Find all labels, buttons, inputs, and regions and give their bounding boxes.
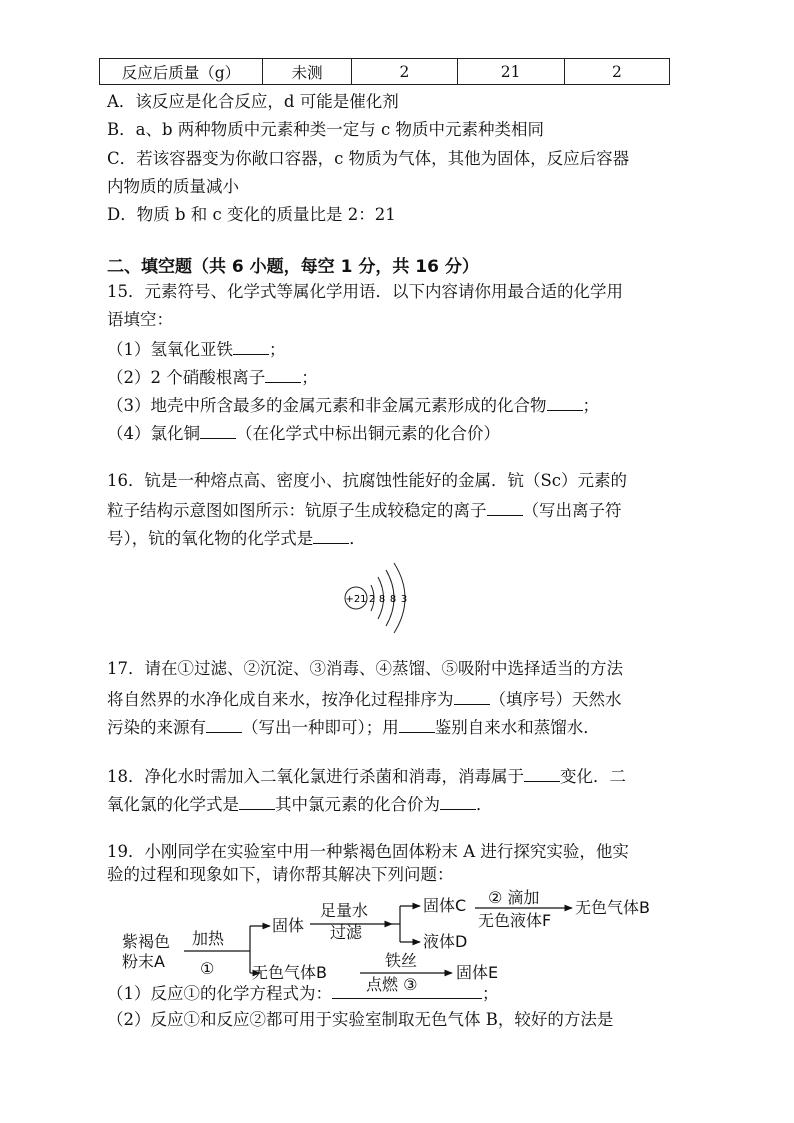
answer-blank[interactable] bbox=[265, 366, 301, 383]
flow-drip-label: ② 滴加 bbox=[488, 888, 540, 907]
section-heading: 二、填空题（共 6 小题，每空 1 分，共 16 分） bbox=[107, 257, 479, 277]
option-d: D．物质 b 和 c 变化的质量比是 2：21 bbox=[107, 205, 396, 224]
flow-solid-c: 固体C bbox=[423, 896, 467, 915]
scandium-structure-diagram bbox=[336, 560, 436, 640]
q15-stem-cont: 语填空： bbox=[107, 310, 173, 329]
flow-start-line1: 紫褐色 bbox=[122, 932, 171, 951]
shell-electrons: 8 bbox=[389, 594, 397, 605]
flow-solid: 固体 bbox=[272, 916, 305, 935]
shell-electrons: 2 bbox=[368, 594, 376, 605]
q17-stem-3: 污染的来源有 （写出一种即可）；用 鉴别自来水和蒸馏水． bbox=[107, 718, 600, 737]
answer-blank[interactable] bbox=[547, 394, 583, 411]
q15-stem: 15．元素符号、化学式等属化学用语．以下内容请你用最合适的化学用 bbox=[107, 282, 623, 301]
shell-electrons: 3 bbox=[400, 594, 408, 605]
option-b: B．a、b 两种物质中元素种类一定与 c 物质中元素种类相同 bbox=[107, 120, 545, 139]
flow-start-line2: 粉末A bbox=[122, 952, 165, 971]
q17-stem: 17．请在①过滤、②沉淀、③消毒、④蒸馏、⑤吸附中选择适当的方法 bbox=[107, 659, 623, 678]
flow-iron-label: 铁丝 bbox=[385, 951, 418, 970]
q18-stem: 18．净化水时需加入二氧化氯进行杀菌和消毒，消毒属于 变化．二 bbox=[107, 767, 626, 786]
table-cell-b: 2 bbox=[352, 59, 457, 85]
answer-blank[interactable] bbox=[487, 499, 523, 516]
q15-item-2: （2）2 个硝酸根离子 ； bbox=[107, 368, 318, 387]
q19-stem: 19．小刚同学在实验室中用一种紫褐色固体粉末 A 进行探究实验，他实 bbox=[107, 842, 629, 861]
flow-water-label: 足量水 bbox=[320, 901, 369, 920]
flow-gas-b-top: 无色气体B bbox=[575, 898, 650, 917]
q17-stem-2: 将自然界的水净化成自来水，按净化过程排序为 （填序号）天然水 bbox=[107, 690, 622, 709]
answer-blank[interactable] bbox=[313, 527, 349, 544]
flow-filter-label: 过滤 bbox=[330, 923, 363, 942]
q16-stem: 16．钪是一种熔点高、密度小、抗腐蚀性能好的金属．钪（Sc）元素的 bbox=[107, 471, 628, 490]
flow-solid-e: 固体E bbox=[456, 963, 499, 982]
q15-item-3: （3）地壳中所含最多的金属元素和非金属元素形成的化合物 ； bbox=[107, 396, 599, 415]
table-row-label: 反应后质量（g） bbox=[100, 59, 263, 85]
answer-blank[interactable] bbox=[524, 765, 560, 782]
flow-liquid-f-label: 无色液体F bbox=[478, 911, 552, 930]
q15-item-4: （4）氯化铜 （在化学式中标出铜元素的化合价） bbox=[107, 424, 500, 443]
option-c-cont: 内物质的质量减小 bbox=[107, 177, 239, 196]
table-row bbox=[100, 59, 670, 85]
shell-electrons: 8 bbox=[378, 594, 386, 605]
answer-blank[interactable] bbox=[239, 793, 275, 810]
answer-blank[interactable] bbox=[454, 688, 490, 705]
mass-table bbox=[99, 58, 670, 85]
option-c: C．若该容器变为你敞口容器，c 物质为气体，其他为固体，反应后容器 bbox=[107, 149, 630, 168]
q16-stem-3: 号），钪的氧化物的化学式是 ． bbox=[107, 529, 366, 548]
table-cell-c: 21 bbox=[457, 59, 564, 85]
flow-heat-label: 加热 bbox=[192, 929, 225, 948]
q15-item-1: （1）氢氧化亚铁 ； bbox=[107, 340, 286, 359]
answer-blank[interactable] bbox=[440, 793, 476, 810]
q19-item-1: （1）反应①的化学方程式为： ； bbox=[107, 984, 499, 1003]
answer-blank[interactable] bbox=[200, 422, 236, 439]
table-cell-d: 2 bbox=[564, 59, 669, 85]
flow-liquid-d: 液体D bbox=[423, 932, 468, 951]
nucleus-charge: +21 bbox=[345, 594, 367, 605]
flow-ignite-label: 点燃 ③ bbox=[366, 975, 418, 992]
reaction-flow-diagram bbox=[120, 886, 665, 992]
flow-gas-b: 无色气体B bbox=[252, 963, 327, 982]
option-a: A．该反应是化合反应，d 可能是催化剂 bbox=[107, 92, 399, 111]
q16-stem-2: 粒子结构示意图如图所示：钪原子生成较稳定的离子 （写出离子符 bbox=[107, 501, 622, 520]
answer-blank[interactable] bbox=[233, 338, 269, 355]
q19-item-2: （2）反应①和反应②都可用于实验室制取无色气体 B，较好的方法是 bbox=[107, 1010, 614, 1029]
flow-step1-label: ① bbox=[200, 959, 215, 978]
table-cell-a: 未测 bbox=[262, 59, 351, 85]
q19-stem-2: 验的过程和现象如下，请你帮其解决下列问题： bbox=[107, 865, 454, 884]
answer-blank[interactable] bbox=[332, 982, 482, 999]
answer-blank[interactable] bbox=[399, 716, 435, 733]
answer-blank[interactable] bbox=[206, 716, 242, 733]
q18-stem-2: 氧化氯的化学式是 其中氯元素的化合价为 ． bbox=[107, 795, 493, 814]
